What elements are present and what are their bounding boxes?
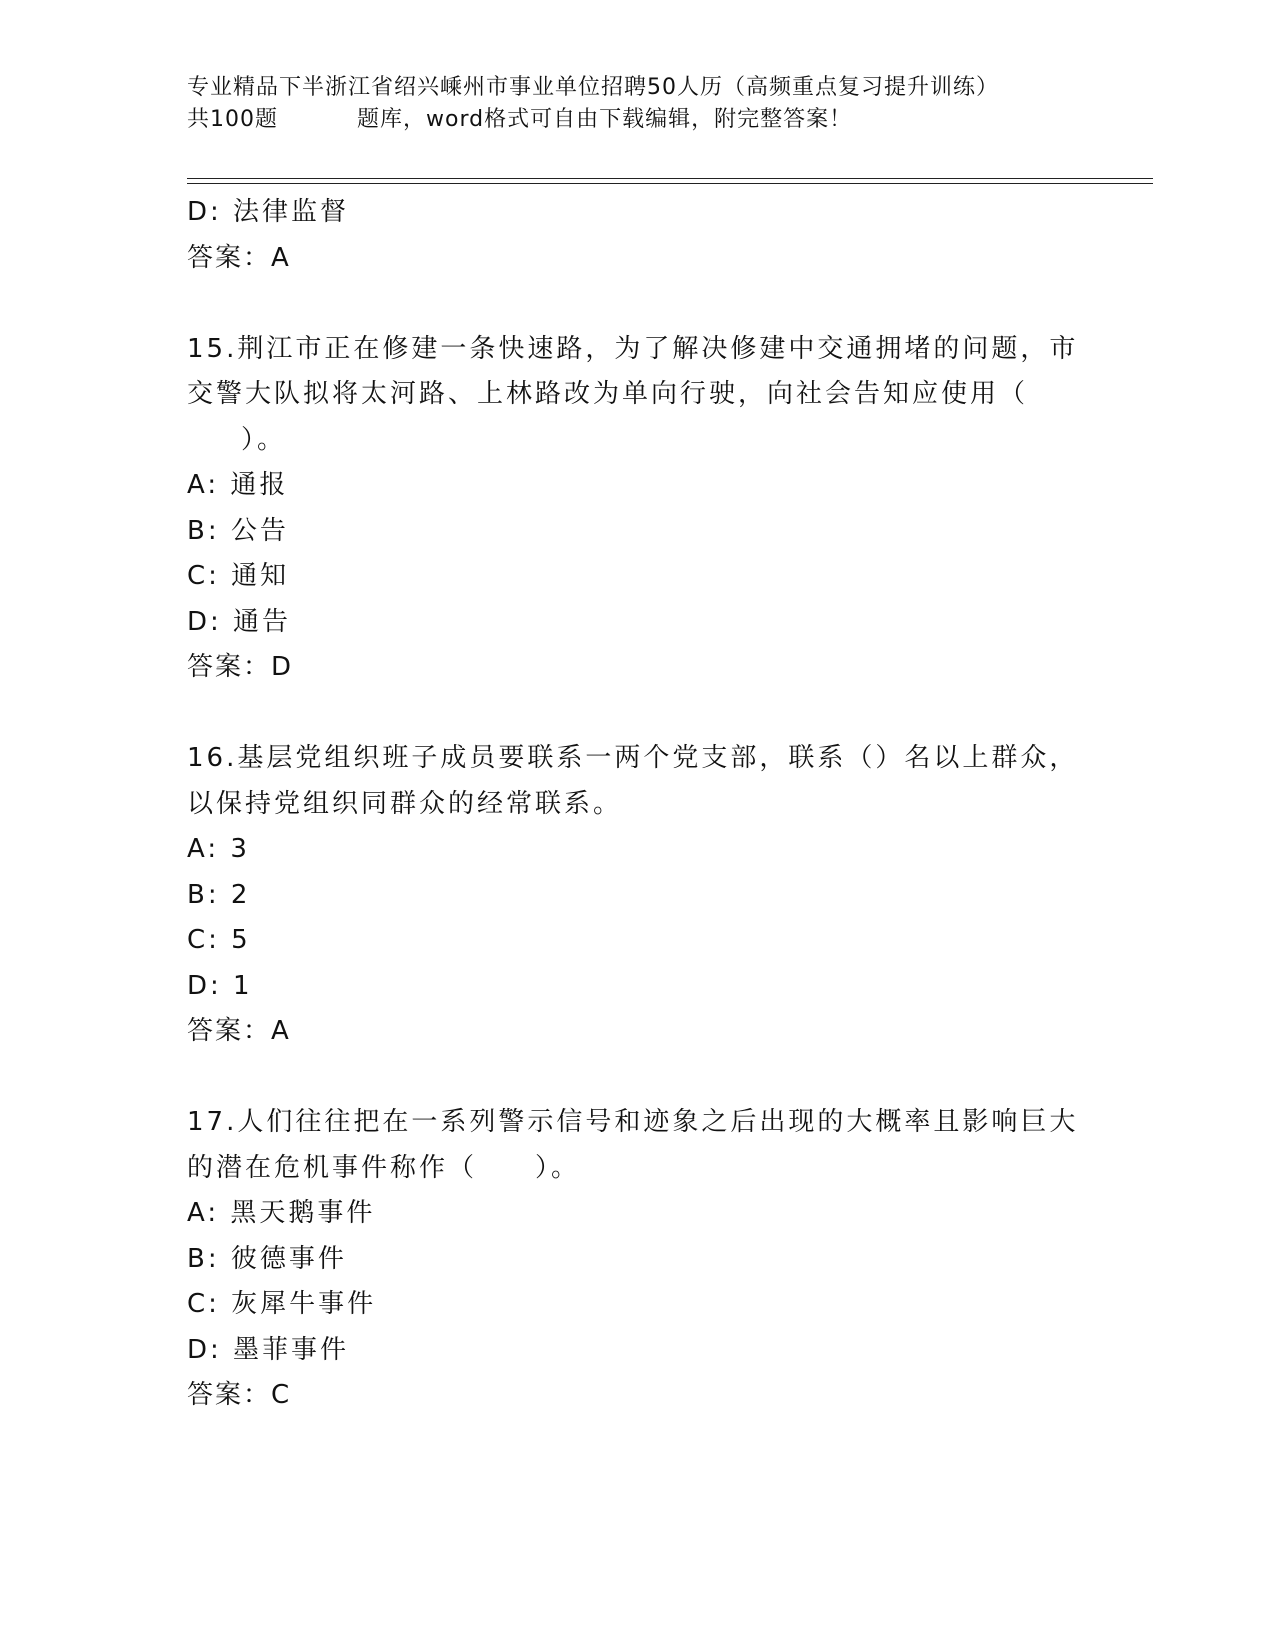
question-15 <box>187 327 1087 691</box>
question-17 <box>187 1100 1087 1419</box>
question-stem-line: 以保持党组织同群众的经常联系。 <box>187 788 623 819</box>
option-a: A: 3 <box>187 834 250 864</box>
header-description: 题库，word格式可自由下载编辑，附完整答案！ <box>357 107 853 132</box>
option-b: B: 彼德事件 <box>187 1243 347 1274</box>
question-16 <box>187 736 1087 1055</box>
option-a: A: 黑天鹅事件 <box>187 1198 376 1228</box>
question-stem-line: 交警大队拟将太河路、上林路改为单向行驶，向社会告知应使用（ <box>187 379 1029 409</box>
question-stem-line: 的潜在危机事件称作（ ）。 <box>187 1152 581 1183</box>
option-d: D: 通告 <box>187 606 292 637</box>
option-c: C: 通知 <box>187 561 290 591</box>
option-c: C: 灰犀牛事件 <box>187 1289 377 1319</box>
answer: 答案：C <box>187 1380 292 1410</box>
document-body <box>187 190 1087 1419</box>
header-question-count: 共100题 <box>187 107 278 132</box>
option-b: B: 2 <box>187 879 251 910</box>
answer: 答案：A <box>187 242 291 273</box>
option-b: B: 公告 <box>187 515 289 546</box>
option-c: C: 5 <box>187 925 251 955</box>
question-stem-line: 17.人们往往把在一系列警示信号和迹象之后出现的大概率且影响巨大 <box>187 1107 1079 1137</box>
question-stem-line: ）。 <box>241 424 287 455</box>
option-d: D: 法律监督 <box>187 197 350 227</box>
header-divider-bottom <box>187 183 1153 184</box>
answer: 答案：D <box>187 652 294 682</box>
question-stem-line: 15.荆江市正在修建一条快速路，为了解决修建中交通拥堵的问题，市 <box>187 333 1079 364</box>
option-d: D: 1 <box>187 970 253 1001</box>
option-a: A: 通报 <box>187 470 289 500</box>
answer: 答案：A <box>187 1016 291 1046</box>
spacer <box>187 1055 1087 1101</box>
spacer <box>187 281 1087 327</box>
header-title: 专业精品下半浙江省绍兴嵊州市事业单位招聘50人历（高频重点复习提升训练） <box>187 75 999 100</box>
header-subtitle <box>187 104 1147 136</box>
header-divider-top <box>187 178 1153 179</box>
option-d: D: 墨菲事件 <box>187 1334 350 1365</box>
question-stem-line: 16.基层党组织班子成员要联系一两个党支部，联系（）名以上群众， <box>187 743 1079 773</box>
document-header <box>187 72 1147 136</box>
spacer <box>187 691 1087 737</box>
